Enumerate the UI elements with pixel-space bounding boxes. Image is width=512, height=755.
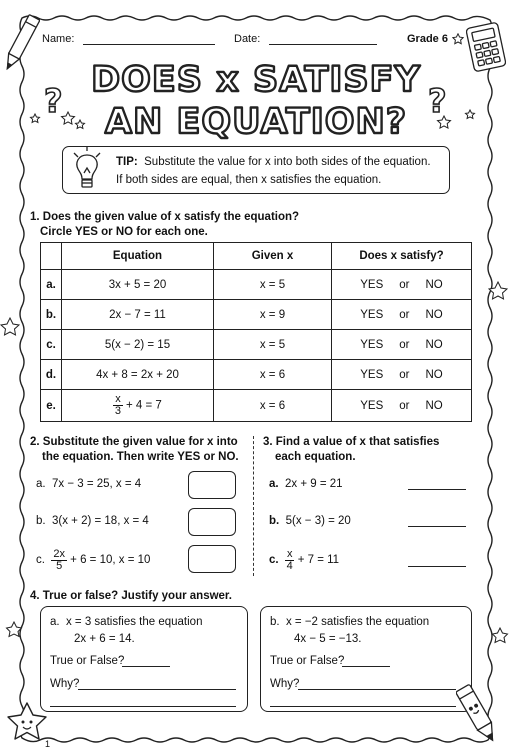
item-label: b. (270, 616, 280, 628)
or-text: or (399, 308, 410, 321)
question-2-line-1: 2. Substitute the given value for x into (30, 436, 238, 448)
name-line[interactable] (83, 35, 215, 45)
question-3-heading (263, 435, 439, 465)
yes-no-cell[interactable] (332, 390, 472, 422)
or-text: or (399, 278, 410, 291)
answer-box[interactable] (188, 508, 236, 536)
answer-line[interactable] (408, 489, 466, 490)
star-icon (62, 112, 75, 124)
yes-option[interactable]: YES (360, 399, 384, 412)
pencil-character-icon (456, 680, 500, 750)
fraction-denominator: 4 (286, 559, 293, 572)
q2-item-a (36, 478, 141, 490)
statement-line-1: x = 3 satisfies the equation (65, 616, 203, 628)
item-text: 5(x − 3) = 20 (285, 515, 351, 527)
tip-text (116, 153, 431, 189)
star-icon (452, 33, 464, 45)
equation-cell: 4x + 8 = 2x + 20 (62, 360, 214, 390)
true-false-prompt: True or False? (270, 655, 345, 667)
question-1-line-1: 1. Does the given value of x satisfy the equation? (30, 211, 300, 223)
answer-box[interactable] (188, 471, 236, 499)
question-4-heading: 4. True or false? Justify your answer. (30, 590, 232, 602)
fraction-numerator: 2x (53, 547, 65, 560)
why-answer-line[interactable] (78, 689, 236, 690)
name-field[interactable] (42, 33, 215, 45)
star-icon (30, 114, 39, 122)
row-label: a. (41, 270, 62, 300)
date-line[interactable] (269, 35, 377, 45)
date-label: Date: (234, 33, 261, 45)
equation-table (40, 242, 472, 422)
no-option[interactable]: NO (425, 399, 443, 412)
lightbulb-icon (70, 144, 104, 194)
fraction-numerator: x (115, 393, 121, 405)
name-label: Name: (42, 33, 75, 45)
row-label: b. (41, 300, 62, 330)
q2-item-b (36, 515, 149, 527)
question-3-line-2: each equation. (275, 451, 356, 463)
answer-line[interactable] (408, 566, 466, 567)
item-label: a. (50, 616, 60, 628)
title-line-1: DOES x SATISFY (91, 60, 421, 100)
statement-line-2: 4x − 5 = −13. (294, 633, 362, 645)
yes-no-cell[interactable] (332, 330, 472, 360)
title-graphic (0, 50, 512, 145)
yes-no-cell[interactable] (332, 270, 472, 300)
item-label: b. (269, 515, 280, 527)
no-option[interactable]: NO (425, 278, 443, 291)
yes-option[interactable]: YES (360, 338, 384, 351)
answer-box[interactable] (188, 545, 236, 573)
q3-item-c (269, 545, 339, 575)
item-label: b. (36, 515, 46, 527)
answer-line[interactable] (408, 526, 466, 527)
no-option[interactable]: NO (425, 308, 443, 321)
page-number: 1 (45, 739, 51, 749)
why-answer-line[interactable] (50, 706, 236, 707)
item-label: c. (36, 554, 45, 566)
given-cell: x = 5 (214, 270, 332, 300)
equation-rest: + 4 = 7 (125, 399, 162, 412)
fraction (285, 549, 295, 572)
section-divider (253, 436, 254, 576)
equation-cell: 5(x − 2) = 15 (62, 330, 214, 360)
yes-option[interactable]: YES (360, 308, 384, 321)
fraction (51, 549, 67, 572)
q4-a-statement (50, 614, 202, 648)
q2-item-c (36, 545, 150, 575)
given-cell: x = 6 (214, 360, 332, 390)
tip-line-1: Substitute the value for x into both sides of the equation. (144, 156, 431, 168)
or-text: or (399, 399, 410, 412)
date-field[interactable] (234, 33, 377, 45)
true-false-answer-line[interactable] (342, 666, 390, 667)
true-false-prompt: True or False? (50, 655, 125, 667)
column-header-equation: Equation (62, 243, 214, 270)
fraction-denominator: 5 (56, 559, 63, 572)
question-2-line-2: the equation. Then write YES or NO. (42, 451, 239, 463)
equation-cell: 2x − 7 = 11 (62, 300, 214, 330)
why-answer-line[interactable] (298, 689, 456, 690)
given-cell: x = 6 (214, 390, 332, 422)
row-label: c. (41, 330, 62, 360)
label-header (41, 243, 62, 270)
table-row (41, 300, 472, 330)
row-label: d. (41, 360, 62, 390)
table-row (41, 270, 472, 300)
fraction (113, 394, 123, 417)
statement-line-1: x = −2 satisfies the equation (285, 616, 430, 628)
no-option[interactable]: NO (425, 368, 443, 381)
why-prompt: Why? (270, 678, 300, 690)
fraction-numerator: x (286, 547, 293, 560)
column-header-satisfy: Does x satisfy? (332, 243, 472, 270)
item-text: 3(x + 2) = 18, x = 4 (51, 515, 149, 527)
q4-b-statement (270, 614, 429, 648)
question-mark-icon: ? (428, 82, 447, 120)
item-text: + 6 = 10, x = 10 (70, 554, 151, 566)
question-1-heading (30, 210, 299, 240)
yes-option[interactable]: YES (360, 278, 384, 291)
question-mark-icon: ? (44, 82, 63, 120)
question-2-heading (30, 435, 239, 465)
or-text: or (399, 338, 410, 351)
why-answer-line[interactable] (270, 706, 456, 707)
title-line-2: AN EQUATION? (104, 102, 408, 142)
or-text: or (399, 368, 410, 381)
q3-item-b (269, 515, 351, 527)
grade-label: Grade 6 (407, 33, 448, 45)
yes-option[interactable]: YES (360, 368, 384, 381)
question-1-line-2: Circle YES or NO for each one. (40, 226, 208, 238)
fraction-denominator: 3 (114, 405, 122, 417)
no-option[interactable]: NO (425, 338, 443, 351)
table-row (41, 330, 472, 360)
q3-item-a (269, 478, 343, 490)
question-3-line-1: 3. Find a value of x that satisfies (263, 436, 440, 448)
table-header-row (41, 243, 472, 270)
given-cell: x = 5 (214, 330, 332, 360)
column-header-given: Given x (214, 243, 332, 270)
equation-cell: 3x + 5 = 20 (62, 270, 214, 300)
table-row (41, 390, 472, 422)
star-icon (76, 120, 85, 128)
star-icon (466, 110, 475, 118)
why-prompt: Why? (50, 678, 80, 690)
item-text: 2x + 9 = 21 (284, 478, 343, 490)
item-label: c. (269, 554, 279, 566)
equation-cell (62, 390, 214, 422)
row-label: e. (41, 390, 62, 422)
item-label: a. (36, 478, 46, 490)
item-label: a. (269, 478, 279, 490)
tip-line-2: If both sides are equal, then x satisfies the equation. (116, 174, 382, 186)
statement-line-2: 2x + 6 = 14. (74, 633, 135, 645)
yes-no-cell[interactable] (332, 360, 472, 390)
star-character-icon (4, 700, 50, 746)
tip-label: TIP: (116, 156, 138, 168)
true-false-answer-line[interactable] (122, 666, 170, 667)
yes-no-cell[interactable] (332, 300, 472, 330)
table-row (41, 360, 472, 390)
item-text: + 7 = 11 (297, 554, 340, 566)
given-cell: x = 9 (214, 300, 332, 330)
item-text: 7x − 3 = 25, x = 4 (51, 478, 142, 490)
